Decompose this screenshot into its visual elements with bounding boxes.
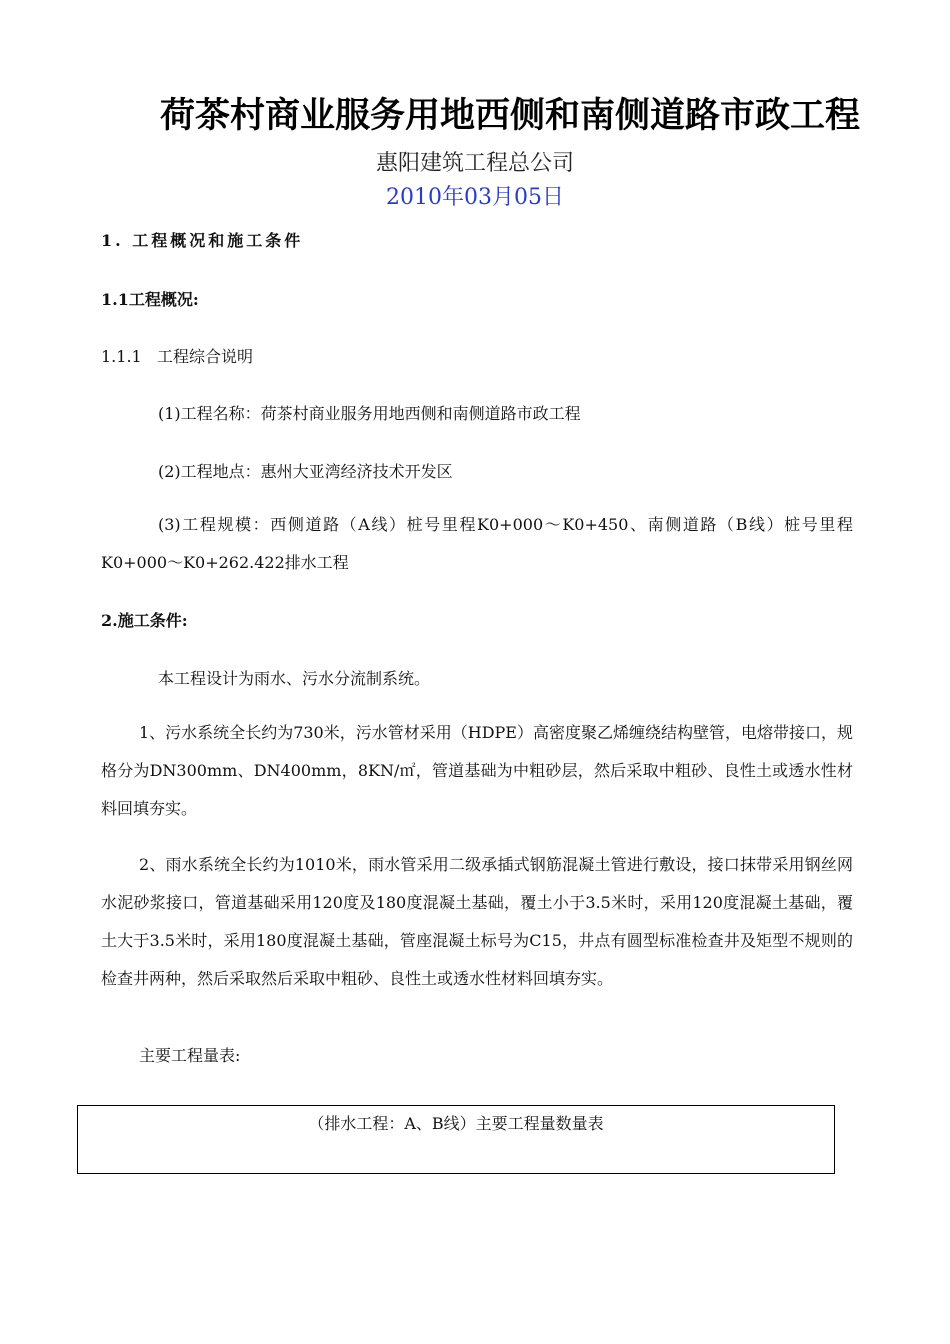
item-project-location: (2)工程地点：惠州大亚湾经济技术开发区 [158, 462, 453, 481]
section-1-1-heading: 1.1工程概况: [101, 290, 199, 309]
rainwater-paragraph: 2、雨水系统全长约为1010米，雨水管采用二级承插式钢筋混凝土管进行敷设，接口抹带采用钢丝网水泥砂浆接口，管道基础采用120度及180度混凝土基础，覆土小于3.5米时，采用120度混凝土基础，覆土大于3.5米时，采用180度混凝土基础，管座混凝土标号为C15，井点有圆型标准检查井及矩型不规则的检查井两种，然后采取然后采取中粗砂、良性土或透水性材料回填夯实。 [101, 855, 853, 988]
section-1-1-1-heading: 1.1.1 工程综合说明 [101, 347, 253, 366]
table-intro: 主要工程量表: [139, 1046, 241, 1065]
quantity-table [77, 1105, 835, 1174]
document-date: 2010年03月05日 [386, 185, 564, 210]
intro-paragraph: 本工程设计为雨水、污水分流制系统。 [158, 669, 431, 688]
document-title: 荷茶村商业服务用地西侧和南侧道路市政工程 [159, 96, 860, 136]
table-caption: （排水工程：A、B线）主要工程量数量表 [308, 1114, 604, 1133]
item-project-scale: (3)工程规模：西侧道路（A线）桩号里程K0+000～K0+450、南侧道路（B线）桩号里程K0+000～K0+262.422排水工程 [101, 515, 853, 572]
section-2-heading: 2.施工条件: [101, 611, 188, 630]
item-project-name: (1)工程名称：荷茶村商业服务用地西侧和南侧道路市政工程 [158, 404, 581, 423]
company-name: 惠阳建筑工程总公司 [375, 151, 574, 176]
section-1-heading: 1. 工程概况和施工条件 [101, 231, 304, 250]
sewage-paragraph: 1、污水系统全长约为730米，污水管材采用（HDPE）高密度聚乙烯缠绕结构壁管，电熔带接口，规格分为DN300mm、DN400mm，8KN/㎡，管道基础为中粗砂层，然后采取中粗砂、良性土或透水性材料回填夯实。 [101, 723, 853, 818]
